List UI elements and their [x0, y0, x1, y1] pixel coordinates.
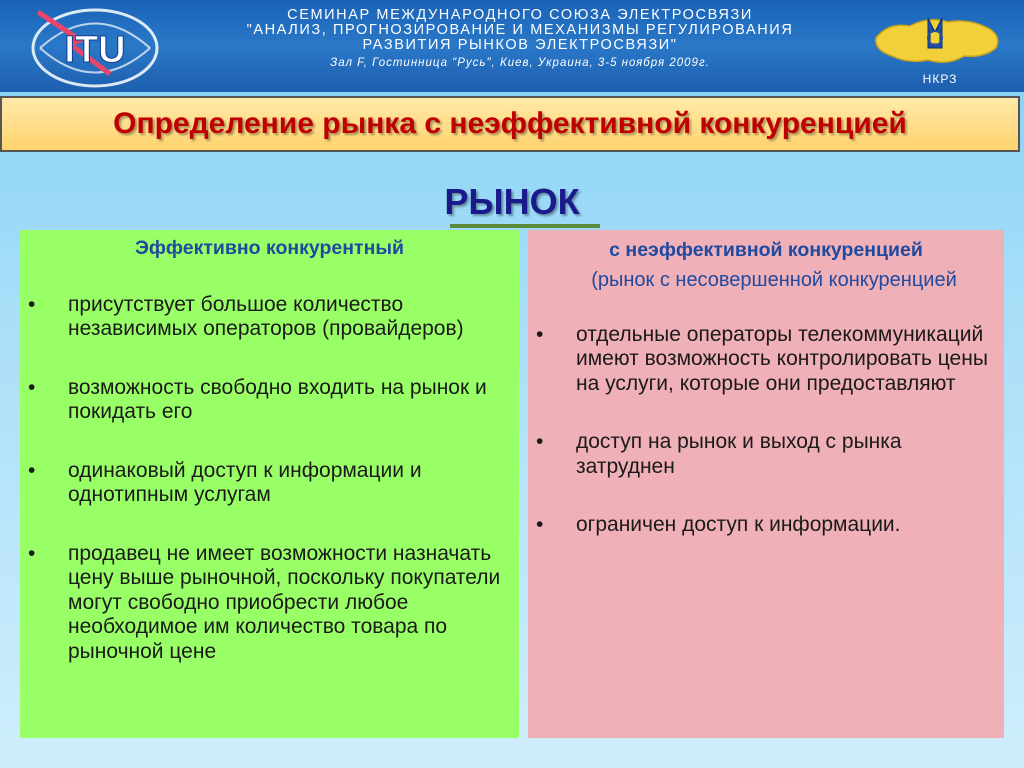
page-title: Определение рынка с неэффективной конкуренцией [113, 107, 907, 140]
ineffective-market-heading: с неэффективной конкуренцией [609, 239, 923, 261]
effective-market-heading: Эффективно конкурентный [134, 237, 405, 259]
itu-logo-text: ITU [64, 29, 126, 71]
header-banner [0, 0, 1024, 92]
seminar-line-3: РАЗВИТИЯ РЫНКОВ ЭЛЕКТРОСВЯЗИ" [362, 37, 678, 53]
market-heading-underline [450, 224, 600, 228]
itu-logo [20, 4, 170, 90]
list-item: • ограничен доступ к информации. [576, 513, 990, 538]
ineffective-market-list [576, 323, 990, 538]
seminar-line-1: СЕМИНАР МЕЖДУНАРОДНОГО СОЮЗА ЭЛЕКТРОСВЯЗИ [287, 7, 753, 23]
list-item: • доступ на рынок и выход с рынка затруднен [576, 430, 990, 479]
list-item: • продавец не имеет возможности назначать цену выше рыночной, поскольку покупатели могут свободно приобрести любое необходимое им количество товара по рыночной цене [68, 542, 509, 665]
nkrz-label: НКРЗ [922, 72, 958, 86]
list-item: • присутствует большое количество независимых операторов (провайдеров) [68, 293, 509, 342]
effective-market-panel [20, 230, 519, 738]
list-item: • возможность свободно входить на рынок и покидать его [68, 376, 509, 425]
list-item: • одинаковый доступ к информации и однотипным услугам [68, 459, 509, 508]
ineffective-market-panel [528, 230, 1004, 738]
ineffective-market-subheading: (рынок с несовершенной конкуренцией [591, 268, 957, 291]
seminar-info [180, 8, 860, 71]
market-heading: РЫНОК [444, 181, 580, 222]
seminar-line-2: "АНАЛИЗ, ПРОГНОЗИРОВАНИЕ И МЕХАНИЗМЫ РЕГУЛИРОВАНИЯ [246, 22, 794, 38]
seminar-location: Зал F, Гостинница "Русь", Киев, Украина, 3-5 ноября 2009г. [330, 57, 710, 69]
ukraine-map-emblem [868, 8, 1008, 72]
list-item: • отдельные операторы телекоммуникаций имеют возможность контролировать цены на услуги, которые они предоставляют [576, 323, 990, 397]
effective-market-list [68, 293, 509, 665]
title-band [0, 96, 1020, 152]
